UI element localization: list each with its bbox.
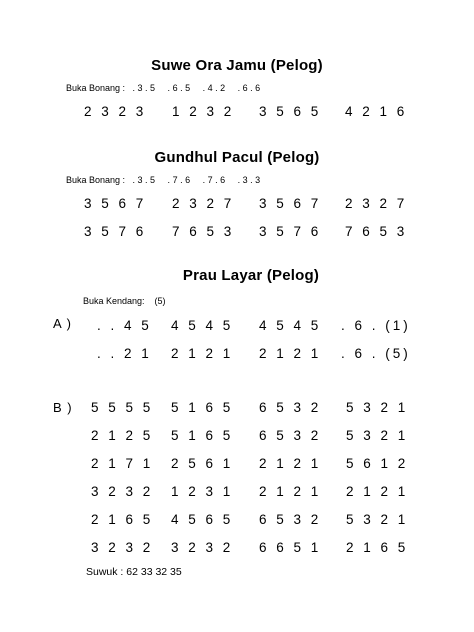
gatra: 1 2 3 1 bbox=[171, 484, 234, 499]
gatra: . 6 . (1) bbox=[341, 318, 411, 333]
notation-row bbox=[0, 484, 474, 502]
song-title-prau-layar: Prau Layar (Pelog) bbox=[182, 267, 320, 284]
gatra: . . 2 1 bbox=[97, 346, 152, 361]
gatra: 6 6 5 1 bbox=[259, 540, 322, 555]
gatra: 2 3 2 7 bbox=[345, 196, 408, 211]
gatra: 5 3 2 1 bbox=[346, 400, 409, 415]
buka-bonang-gundhul-pacul: Buka Bonang : . 3 . 5 . 7 . 6 . 7 . 6 . 3 . 3 bbox=[66, 175, 261, 185]
gatra: 3 5 6 7 bbox=[84, 196, 147, 211]
gatra: 2 1 6 5 bbox=[346, 540, 409, 555]
gatra: 3 2 3 2 bbox=[91, 484, 154, 499]
suwuk-line: Suwuk : 62 33 32 35 bbox=[86, 566, 182, 578]
gatra: 2 1 2 1 bbox=[259, 346, 322, 361]
notation-row bbox=[0, 196, 474, 214]
gatra: 7 6 5 3 bbox=[172, 224, 235, 239]
notation-row bbox=[0, 428, 474, 446]
gatra: 1 2 3 2 bbox=[172, 104, 235, 119]
gatra: 4 5 4 5 bbox=[171, 318, 234, 333]
gatra: 5 1 6 5 bbox=[171, 400, 234, 415]
gatra: 2 1 2 1 bbox=[171, 346, 234, 361]
gatra: 3 2 3 2 bbox=[171, 540, 234, 555]
gatra: 6 5 3 2 bbox=[259, 400, 322, 415]
gatra: 4 5 6 5 bbox=[171, 512, 234, 527]
gatra: 2 1 2 1 bbox=[259, 484, 322, 499]
gatra: 5 3 2 1 bbox=[346, 512, 409, 527]
gatra: 3 5 6 5 bbox=[259, 104, 322, 119]
gatra: 2 5 6 1 bbox=[171, 456, 234, 471]
buka-kendang-prau-layar: Buka Kendang: (5) bbox=[83, 296, 166, 306]
section-b-label: B ) bbox=[53, 400, 73, 415]
gatra: 4 2 1 6 bbox=[345, 104, 408, 119]
buka-bonang-suwe-ora-jamu: Buka Bonang : . 3 . 5 . 6 . 5 . 4 . 2 . 6 . 6 bbox=[66, 83, 261, 93]
song-title-suwe-ora-jamu: Suwe Ora Jamu (Pelog) bbox=[151, 57, 323, 74]
gatra: 2 1 7 1 bbox=[91, 456, 154, 471]
notation-row bbox=[0, 224, 474, 242]
gatra: 6 5 3 2 bbox=[259, 428, 322, 443]
notation-row bbox=[0, 456, 474, 474]
gatra: 7 6 5 3 bbox=[345, 224, 408, 239]
gatra: 4 5 4 5 bbox=[259, 318, 322, 333]
gatra: 2 1 2 1 bbox=[346, 484, 409, 499]
gatra: . 6 . (5) bbox=[341, 346, 411, 361]
gatra: 5 5 5 5 bbox=[91, 400, 154, 415]
notation-row bbox=[0, 400, 474, 418]
gatra: 3 5 7 6 bbox=[84, 224, 147, 239]
gatra: 2 1 6 5 bbox=[91, 512, 154, 527]
gatra: 3 2 3 2 bbox=[91, 540, 154, 555]
gatra: 5 3 2 1 bbox=[346, 428, 409, 443]
gatra: 5 1 6 5 bbox=[171, 428, 234, 443]
notation-row bbox=[0, 318, 474, 336]
notation-row bbox=[0, 540, 474, 558]
section-a-label: A ) bbox=[53, 316, 72, 331]
song-title-gundhul-pacul: Gundhul Pacul (Pelog) bbox=[154, 149, 320, 166]
notation-row bbox=[0, 346, 474, 364]
gatra: 2 1 2 1 bbox=[259, 456, 322, 471]
gatra: . . 4 5 bbox=[97, 318, 152, 333]
notation-row bbox=[0, 104, 474, 122]
gatra: 2 3 2 7 bbox=[172, 196, 235, 211]
gatra: 6 5 3 2 bbox=[259, 512, 322, 527]
gatra: 2 1 2 5 bbox=[91, 428, 154, 443]
gatra: 2 3 2 3 bbox=[84, 104, 147, 119]
notation-row bbox=[0, 512, 474, 530]
gatra: 3 5 6 7 bbox=[259, 196, 322, 211]
gatra: 5 6 1 2 bbox=[346, 456, 409, 471]
gatra: 3 5 7 6 bbox=[259, 224, 322, 239]
